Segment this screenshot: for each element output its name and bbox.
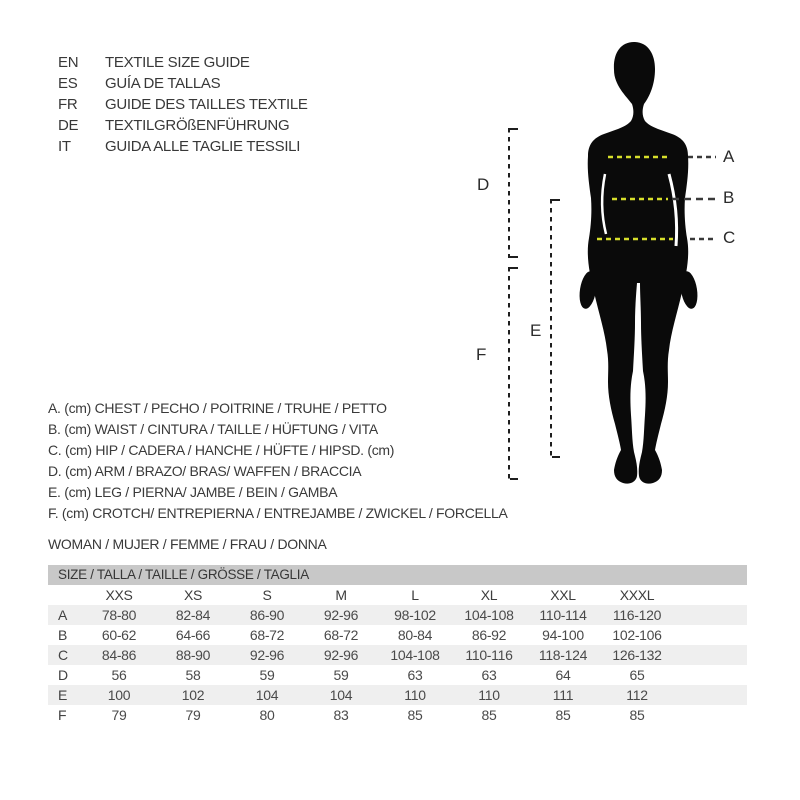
legend-line-chest: A. (cm) CHEST / PECHO / POITRINE / TRUHE / PETTO bbox=[48, 400, 387, 416]
column-header-xs: XS bbox=[183, 587, 203, 603]
cell: 85 bbox=[629, 707, 645, 723]
column-header-xl: XL bbox=[480, 587, 498, 603]
cell: 110 bbox=[478, 687, 500, 703]
row-label: B bbox=[58, 627, 68, 643]
cell: 59 bbox=[333, 667, 349, 683]
language-title: TEXTILGRÖßENFÜHRUNG bbox=[105, 117, 290, 134]
gender-title: WOMAN / MUJER / FEMME / FRAU / DONNA bbox=[48, 536, 327, 552]
table-row-leg bbox=[48, 685, 747, 705]
cell: 84-86 bbox=[101, 647, 137, 663]
cell: 100 bbox=[107, 687, 131, 703]
table-row-crotch bbox=[48, 705, 747, 725]
language-title: GUIDE DES TAILLES TEXTILE bbox=[105, 96, 308, 113]
row-label: D bbox=[58, 667, 68, 683]
size-table-header-bar: SIZE / TALLA / TAILLE / GRÖSSE / TAGLIA bbox=[48, 565, 747, 585]
column-header-xxxl: XXXL bbox=[619, 587, 655, 603]
measure-label-crotch: F bbox=[476, 345, 487, 364]
row-label: C bbox=[58, 647, 68, 663]
cell: 104 bbox=[329, 687, 353, 703]
cell: 110-116 bbox=[465, 647, 513, 663]
woman-silhouette bbox=[588, 42, 689, 484]
cell: 118-124 bbox=[538, 647, 588, 663]
language-title: GUÍA DE TALLAS bbox=[105, 75, 221, 92]
cell: 80-84 bbox=[397, 627, 433, 643]
legend-line-hip: C. (cm) HIP / CADERA / HANCHE / HÜFTE / HIPSD. (cm) bbox=[48, 442, 395, 458]
cell: 79 bbox=[111, 707, 127, 723]
cell: 68-72 bbox=[323, 627, 359, 643]
measure-label-chest: A bbox=[723, 147, 735, 166]
measure-label-waist: B bbox=[723, 188, 735, 207]
cell: 64-66 bbox=[175, 627, 211, 643]
legend-line-leg: E. (cm) LEG / PIERNA/ JAMBE / BEIN / GAMBA bbox=[48, 484, 338, 500]
language-title: GUIDA ALLE TAGLIE TESSILI bbox=[105, 138, 301, 155]
column-header-m: M bbox=[335, 587, 347, 603]
cell: 112 bbox=[626, 687, 648, 703]
measure-label-hip: C bbox=[723, 228, 736, 247]
cell: 92-96 bbox=[323, 607, 359, 623]
cell: 80 bbox=[259, 707, 275, 723]
language-title: TEXTILE SIZE GUIDE bbox=[105, 54, 250, 71]
cell: 98-102 bbox=[394, 607, 436, 623]
cell: 110 bbox=[404, 687, 426, 703]
cell: 63 bbox=[481, 667, 497, 683]
table-row-arm bbox=[48, 665, 747, 685]
cell: 92-96 bbox=[249, 647, 285, 663]
cell: 78-80 bbox=[101, 607, 137, 623]
cell: 85 bbox=[555, 707, 571, 723]
corner-cell bbox=[48, 585, 82, 605]
cell: 104 bbox=[255, 687, 279, 703]
measure-label-arm: D bbox=[477, 175, 490, 194]
row-label: E bbox=[58, 687, 68, 703]
cell: 94-100 bbox=[542, 627, 584, 643]
language-code: ES bbox=[58, 75, 78, 92]
cell: 110-114 bbox=[539, 607, 587, 623]
cell: 59 bbox=[259, 667, 275, 683]
cell: 85 bbox=[407, 707, 423, 723]
row-label: F bbox=[58, 707, 67, 723]
cell: 116-120 bbox=[612, 607, 662, 623]
cell: 126-132 bbox=[612, 647, 662, 663]
cell: 83 bbox=[333, 707, 349, 723]
cell: 86-92 bbox=[471, 627, 507, 643]
cell: 63 bbox=[407, 667, 423, 683]
legend-line-waist: B. (cm) WAIST / CINTURA / TAILLE / HÜFTUNG / VITA bbox=[48, 421, 378, 437]
language-code: EN bbox=[58, 54, 79, 71]
legend-line-crotch: F. (cm) CROTCH/ ENTREPIERNA / ENTREJAMBE / ZWICKEL / FORCELLA bbox=[48, 505, 508, 521]
language-code: IT bbox=[58, 138, 71, 155]
cell: 88-90 bbox=[175, 647, 211, 663]
table-row-waist bbox=[48, 625, 747, 645]
table-row-chest bbox=[48, 605, 747, 625]
table-row-hip bbox=[48, 645, 747, 665]
measurement-legend bbox=[48, 398, 508, 524]
cell: 102 bbox=[181, 687, 205, 703]
cell: 92-96 bbox=[323, 647, 359, 663]
cell: 86-90 bbox=[249, 607, 285, 623]
legend-line-arm: D. (cm) ARM / BRAZO/ BRAS/ WAFFEN / BRACCIA bbox=[48, 463, 362, 479]
cell: 111 bbox=[552, 687, 574, 703]
cell: 56 bbox=[111, 667, 127, 683]
cell: 79 bbox=[185, 707, 201, 723]
size-column-header-row bbox=[48, 585, 747, 605]
column-header-l: L bbox=[411, 587, 419, 603]
cell: 102-106 bbox=[612, 627, 662, 643]
size-table bbox=[48, 565, 747, 725]
cell: 68-72 bbox=[249, 627, 285, 643]
language-code: DE bbox=[58, 117, 79, 134]
row-label: A bbox=[58, 607, 68, 623]
cell: 64 bbox=[555, 667, 571, 683]
cell: 104-108 bbox=[464, 607, 514, 623]
cell: 85 bbox=[481, 707, 497, 723]
column-header-xxs: XXS bbox=[105, 587, 133, 603]
cell: 82-84 bbox=[175, 607, 211, 623]
cell: 104-108 bbox=[390, 647, 440, 663]
cell: 65 bbox=[629, 667, 645, 683]
language-code: FR bbox=[58, 96, 78, 113]
column-header-s: S bbox=[262, 587, 272, 603]
column-header-xxl: XXL bbox=[550, 587, 576, 603]
measure-label-leg: E bbox=[530, 321, 542, 340]
cell: 60-62 bbox=[101, 627, 137, 643]
cell: 58 bbox=[185, 667, 201, 683]
